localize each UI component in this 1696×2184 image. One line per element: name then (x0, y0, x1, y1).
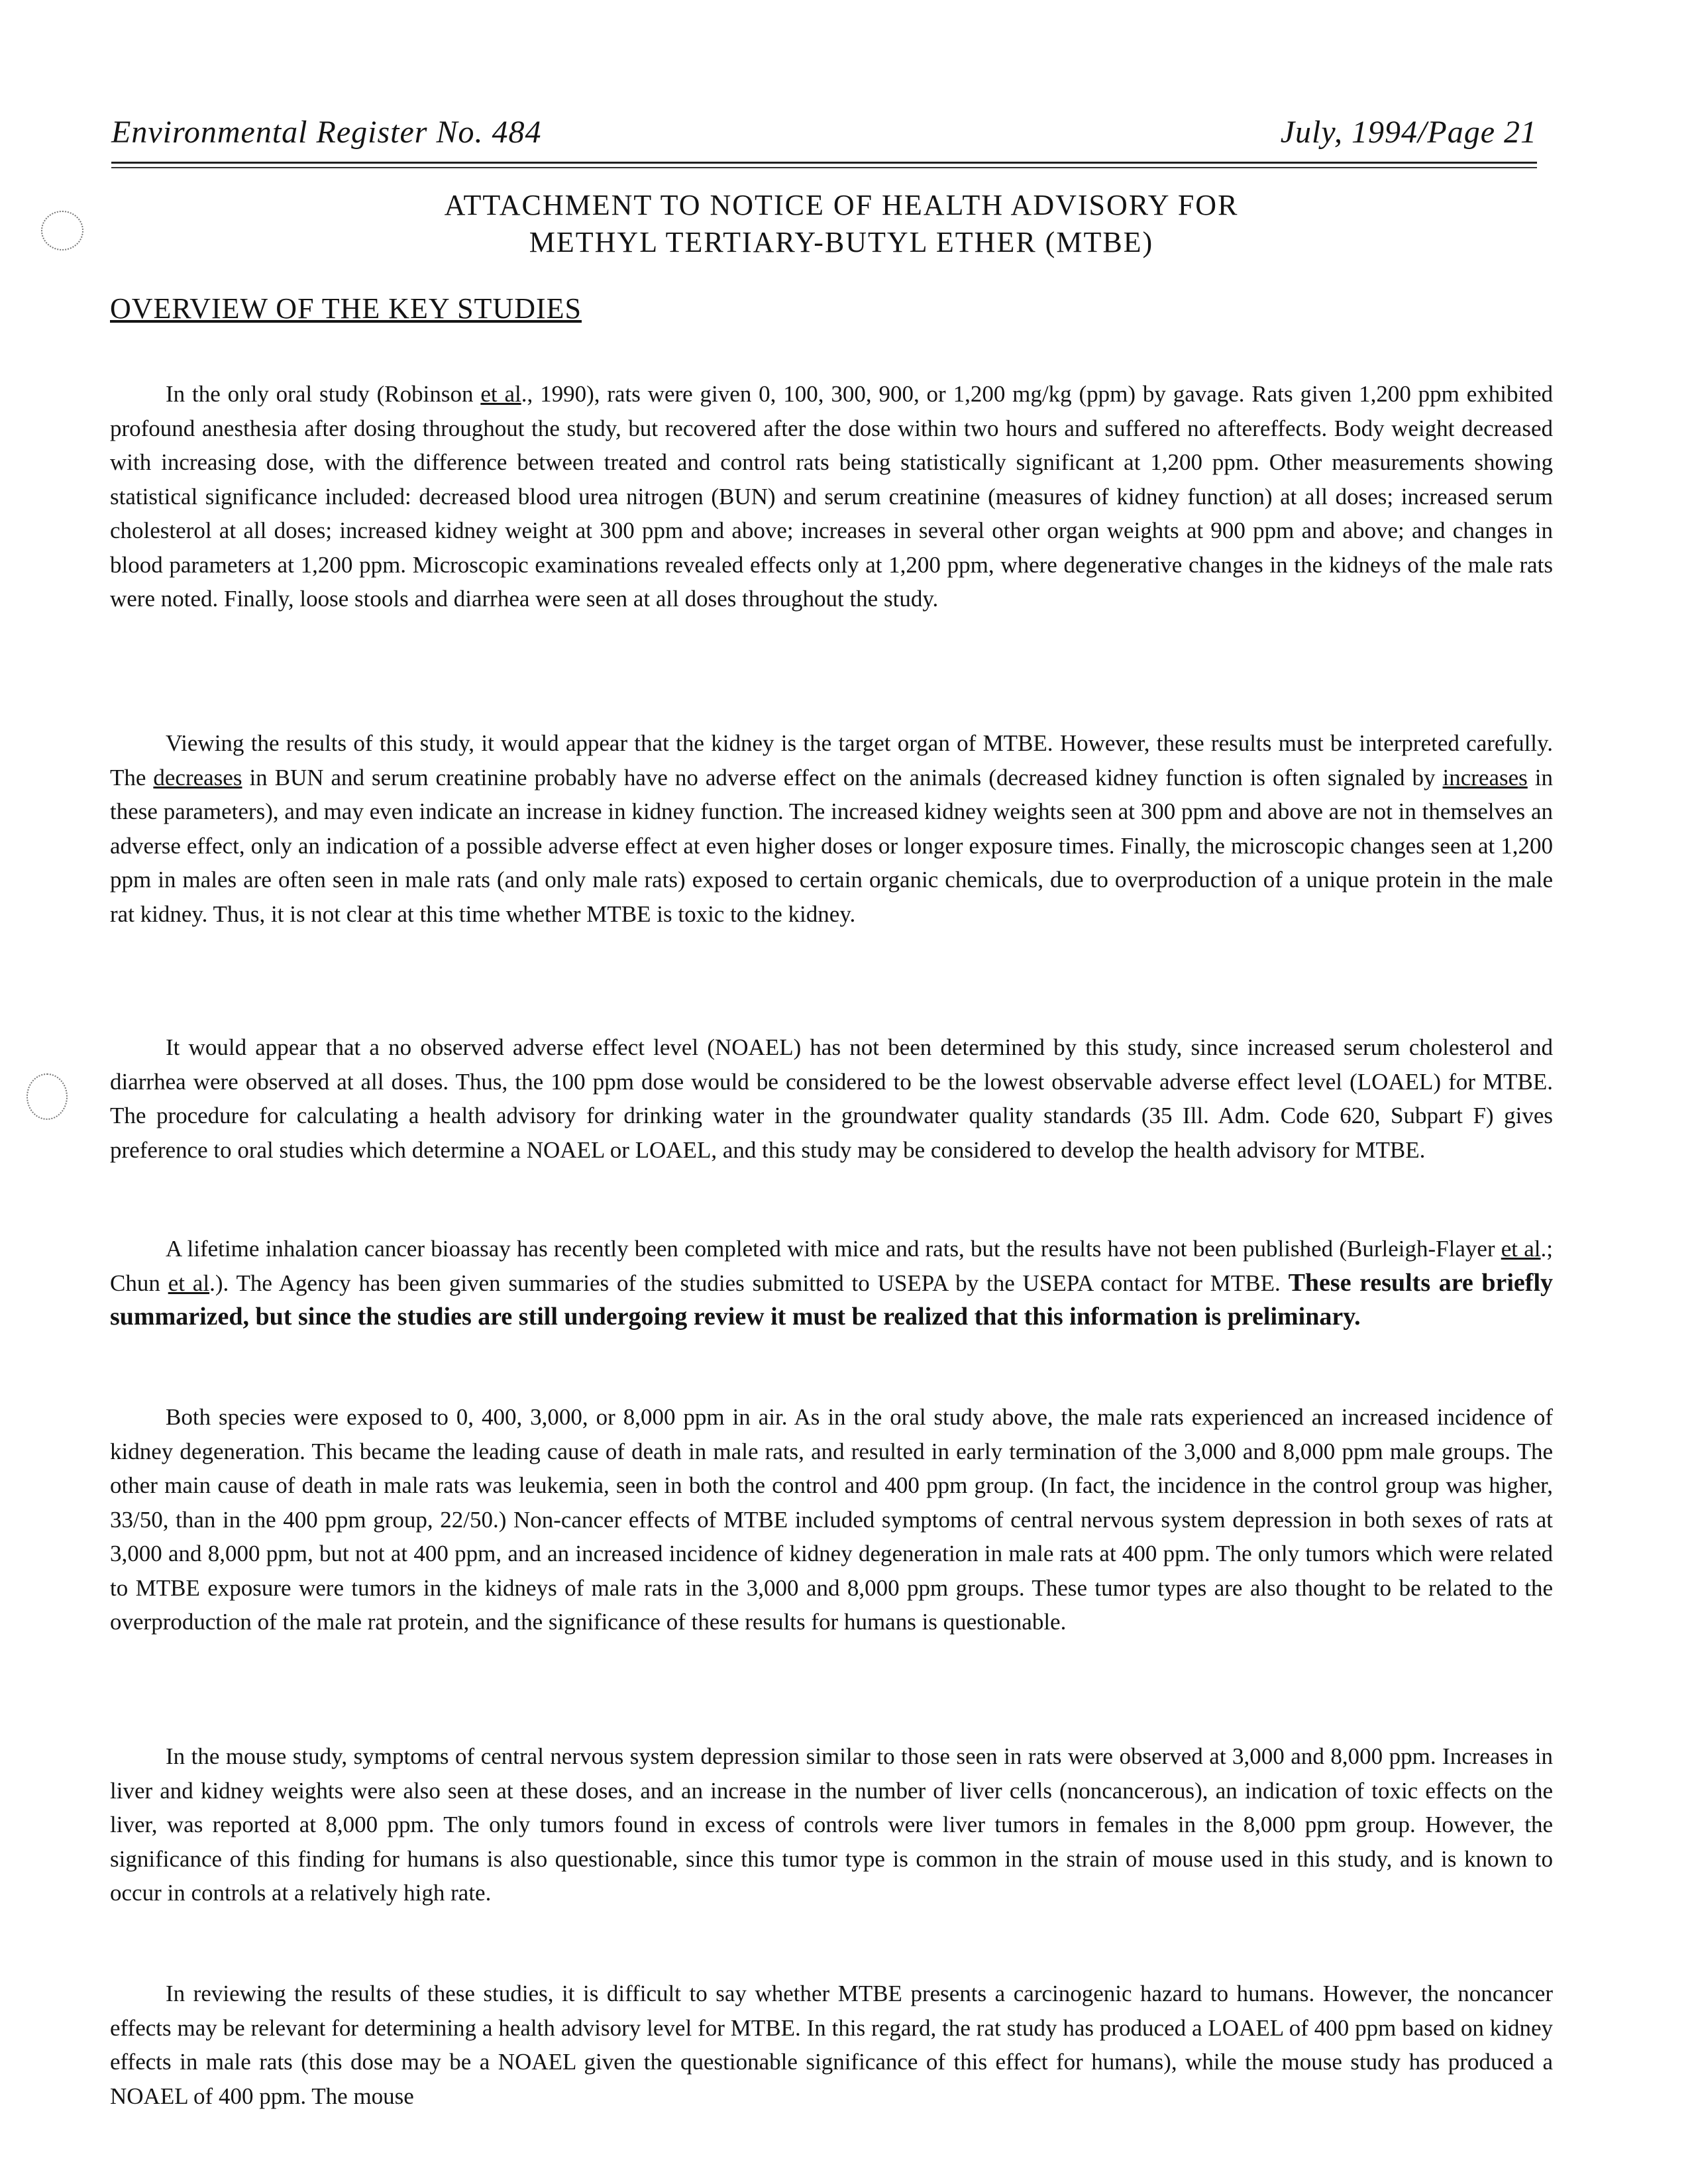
punch-hole-mark (41, 211, 83, 250)
punch-hole-mark-middle (26, 1073, 68, 1120)
paragraph-noael: It would appear that a no observed adverse effect level (NOAEL) has not been determined by this study, since increased serum cholesterol and diarrhea were observed at all doses. Thus, the 100 ppm dose would be considered to be the lowest observable adverse effect level (LOAEL) for MTBE. The procedure for calculating a health advisory for drinking water in the groundwater quality standards (35 Ill. Adm. Code 620, Subpart F) gives preference to oral studies which determine a NOAEL or LOAEL, and this study may be considered to develop the health advisory for MTBE. (110, 1034, 1553, 1163)
issue-date-page: July, 1994/Page 21 (1280, 115, 1537, 150)
paragraph-mouse-study: In the mouse study, symptoms of central nervous system depression similar to those seen in rats were observed at 3,000 and 8,000 ppm. Increases in liver and kidney weights were also seen at these doses, and an increase in the number of liver cells (noncancerous), an indication of toxic effects on the liver, was reported at 8,000 ppm. The only tumors found in excess of controls were liver tumors in females in the 8,000 ppm group. However, the significance of this finding for humans is also questionable, since this tumor type is common in the strain of mouse used in this study, and is known to occur in controls at a relatively high rate. (110, 1743, 1553, 1906)
header-rule (111, 162, 1537, 164)
publication-title: Environmental Register No. 484 (111, 115, 542, 150)
paragraph-inhalation-bioassay: A lifetime inhalation cancer bioassay has recently been completed with mice and rats, but the results have not been published (Burleigh-Flayer et al.; Chun et al.). The Agency has been given summaries of the studies submitted to USEPA by the USEPA contact for MTBE. These results are briefly summarized, but since the studies are still undergoing review it must be realized that this information is preliminary. (110, 1236, 1553, 1331)
header-rule-second (111, 167, 1537, 168)
document-title (371, 187, 1312, 261)
paragraph-interpretation: Viewing the results of this study, it would appear that the kidney is the target organ of MTBE. However, these results must be interpreted carefully. The decreases in BUN and serum creatinine probably have no adverse effect on the animals (decreased kidney function is often signaled by increases in these parameters), and may even indicate an increase in kidney function. The increased kidney weights seen at 300 ppm and above are not in themselves an adverse effect, only an indication of a possible adverse effect at even higher doses or longer exposure times. Finally, the microscopic changes seen at 1,200 ppm in males are often seen in male rats (and only male rats) exposed to certain organic chemicals, due to overproduction of a unique protein in the male rat kidney. Thus, it is not clear at this time whether MTBE is toxic to the kidney. (110, 730, 1553, 927)
title-line-2: METHYL TERTIARY-BUTYL ETHER (MTBE) (529, 226, 1154, 258)
section-heading: OVERVIEW OF THE KEY STUDIES (110, 292, 582, 325)
title-line-1: ATTACHMENT TO NOTICE OF HEALTH ADVISORY FOR (444, 189, 1239, 221)
paragraph-oral-study: In the only oral study (Robinson et al., 1990), rats were given 0, 100, 300, 900, or 1,200 mg/kg (ppm) by gavage. Rats given 1,200 ppm exhibited profound anesthesia after dosing throughout the study, but recovered after the dose within two hours and suffered no aftereffects. Body weight decreased with increasing dose, with the difference between treated and control rats being statistically significant at 1,200 ppm. Other measurements showing statistical significance included: decreased blood urea nitrogen (BUN) and serum creatinine (measures of kidney function) at all doses; increased serum cholesterol at all doses; increased kidney weight at 300 ppm and above; increases in several other organ weights at 900 ppm and above; and changes in blood parameters at 1,200 ppm. Microscopic examinations revealed effects only at 1,200 ppm, where degenerative changes in the kidneys of the male rats were noted. Finally, loose stools and diarrhea were seen at all doses throughout the study. (110, 381, 1553, 612)
page-header (111, 114, 1537, 168)
paragraph-species-exposure: Both species were exposed to 0, 400, 3,000, or 8,000 ppm in air. As in the oral study above, the male rats experienced an increased incidence of kidney degeneration. This became the leading cause of death in male rats, and resulted in early termination of the 3,000 and 8,000 ppm male groups. The other main cause of death in male rats was leukemia, seen in both the control and 400 ppm group. (In fact, the incidence in the control group was higher, 33/50, than in the 400 ppm group, 22/50.) Non-cancer effects of MTBE included symptoms of central nervous system depression in both sexes of rats at 3,000 and 8,000 ppm, but not at 400 ppm, and an increased incidence of kidney degeneration in male rats at 400 ppm. The only tumors which were related to MTBE exposure were tumors in the kidneys of male rats in the 3,000 and 8,000 ppm groups. These tumor types are also thought to be related to the overproduction of the male rat protein, and the significance of these results for humans is questionable. (110, 1404, 1553, 1635)
paragraph-review: In reviewing the results of these studies, it is difficult to say whether MTBE presents a carcinogenic hazard to humans. However, the noncancer effects may be relevant for determining a health advisory level for MTBE. In this regard, the rat study has produced a LOAEL of 400 ppm based on kidney effects in male rats (this dose may be a NOAEL given the questionable significance of this effect for humans), while the mouse study has produced a NOAEL of 400 ppm. The mouse (110, 1981, 1553, 2109)
